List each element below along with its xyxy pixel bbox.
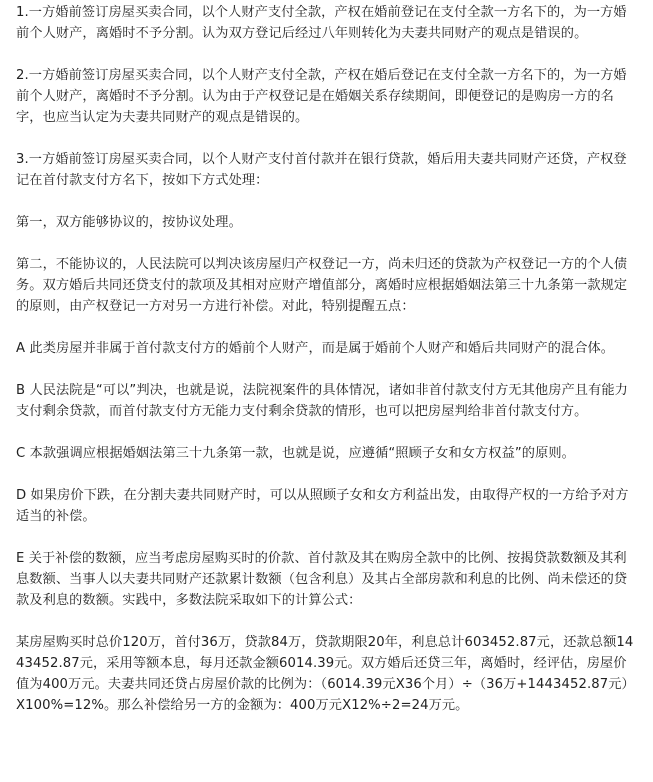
paragraph-rule-1: 1.一方婚前签订房屋买卖合同，以个人财产支付全款，产权在婚前登记在支付全款一方名下的，为一方婚前个人财产，离婚时不予分割。认为双方登记后经过八年则转化为夫妻共同财产的观点是错误的。 bbox=[16, 5, 627, 41]
paragraph-point-a: A 此类房屋并非属于首付款支付方的婚前个人财产，而是属于婚前个人财产和婚后共同财产的混合体。 bbox=[16, 341, 615, 356]
paragraph-point-d: D 如果房价下跌，在分割夫妻共同财产时，可以从照顾子女和女方利益出发，由取得产权的一方给予对方适当的补偿。 bbox=[16, 488, 629, 524]
paragraph-point-c: C 本款强调应根据婚姻法第三十九条第一款，也就是说，应遵循“照顾子女和女方权益”的原则。 bbox=[16, 446, 575, 461]
paragraph-point-e: E 关于补偿的数额，应当考虑房屋购买时的价款、首付款及其在购房全款中的比例、按揭贷款数额及其利息数额、当事人以夫妻共同财产还款累计数额（包含利息）及其占全部房款和利息的比例、尚未偿还的贷款及利息的数额。实践中，多数法院采取如下的计算公式： bbox=[16, 551, 628, 608]
paragraph-point-b: B 人民法院是“可以”判决，也就是说，法院视案件的具体情况，诸如非首付款支付方无其他房产且有能力支付剩余贷款，而首付款支付方无能力支付剩余贷款的情形，也可以把房屋判给非首付款支付方。 bbox=[16, 383, 628, 419]
paragraph-second: 第二，不能协议的，人民法院可以判决该房屋归产权登记一方，尚未归还的贷款为产权登记一方的个人债务。双方婚后共同还贷支付的款项及其相对应财产增值部分，离婚时应根据婚姻法第三十九条第一款规定的原则，由产权登记一方对另一方进行补偿。对此，特别提醒五点： bbox=[16, 257, 628, 314]
paragraph-first: 第一，双方能够协议的，按协议处理。 bbox=[16, 215, 242, 230]
paragraph-rule-2: 2.一方婚前签订房屋买卖合同，以个人财产支付全款，产权在婚后登记在支付全款一方名下的，为一方婚前个人财产，离婚时不予分割。认为由于产权登记是在婚姻关系存续期间，即便登记的是购房一方的名字，也应当认定为夫妻共同财产的观点是错误的。 bbox=[16, 68, 627, 125]
paragraph-example-calculation: 某房屋购买时总价120万，首付36万，贷款84万，贷款期限20年，利息总计603452.87元，还款总额1443452.87元，采用等额本息，每月还款金额6014.39元。双方婚后还贷三年，离婚时，经评估，房屋价值为400万元。夫妻共同还贷占房屋价款的比例为：（6014.39元X36个月）÷（36万+1443452.87元）X100%=12%。那么补偿给另一方的金额为：400万元X12%÷2=24万元。 bbox=[16, 635, 635, 713]
paragraph-rule-3: 3.一方婚前签订房屋买卖合同，以个人财产支付首付款并在银行贷款，婚后用夫妻共同财产还贷，产权登记在首付款支付方名下，按如下方式处理： bbox=[16, 152, 627, 188]
